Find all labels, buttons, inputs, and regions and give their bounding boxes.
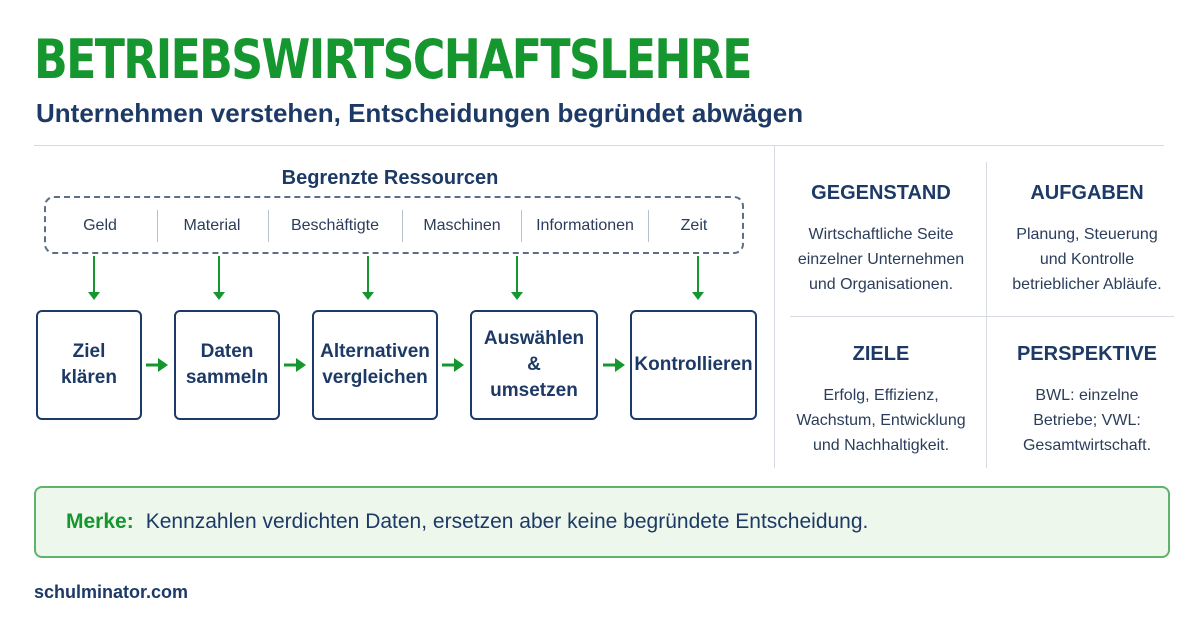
info-cell-perspektive (987, 341, 1187, 458)
resource-item: Material (183, 217, 241, 234)
resource-separator (268, 210, 269, 242)
cell-heading: AUFGABEN (1030, 182, 1144, 204)
resource-item: Maschinen (423, 217, 501, 234)
note-text: Kennzahlen verdichten Daten, ersetzen aber keine begründete Entscheidung. (145, 510, 869, 533)
divider-vertical (774, 146, 775, 468)
info-cell-ziele (781, 341, 981, 458)
divider (34, 145, 1164, 146)
process-step-ziel-klaeren: Ziel klären (36, 310, 142, 420)
resource-separator (521, 210, 522, 242)
arrow-down-icon (360, 256, 376, 302)
arrow-down-icon (690, 256, 706, 302)
resource-separator (648, 210, 649, 242)
resource-item: Informationen (536, 217, 634, 234)
arrow-right-icon (146, 355, 170, 375)
arrow-down-icon (509, 256, 525, 302)
process-step-daten-sammeln: Daten sammeln (174, 310, 280, 420)
process-step-auswaehlen-umsetzen: Auswählen & umsetzen (470, 310, 598, 420)
arrow-down-icon (86, 256, 102, 302)
resource-item: Geld (83, 217, 117, 234)
resources-title: Begrenzte Ressourcen (281, 167, 499, 189)
resource-separator (402, 210, 403, 242)
footer-site: schulminator.com (34, 582, 189, 602)
arrow-right-icon (603, 355, 627, 375)
cell-text: BWL: einzelne Betriebe; VWL: Gesamtwirtschaft. (1022, 387, 1152, 454)
note-label: Merke: (66, 510, 134, 533)
arrow-right-icon (284, 355, 308, 375)
cell-heading: ZIELE (852, 343, 910, 365)
page-title: BETRIEBSWIRTSCHAFTSLEHRE (34, 28, 751, 91)
grid-divider-horizontal (790, 316, 1174, 317)
cell-text: Erfolg, Effizienz, Wachstum, Entwicklung und Nachhaltigkeit. (796, 387, 966, 454)
info-cell-gegenstand (781, 180, 981, 297)
cell-text: Wirtschaftliche Seite einzelner Unternehmen und Organisationen. (797, 226, 965, 293)
resource-item: Zeit (680, 217, 708, 234)
arrow-down-icon (211, 256, 227, 302)
note-box (34, 486, 1170, 558)
cell-text: Planung, Steuerung und Kontrolle betrieblicher Abläufe. (1012, 226, 1162, 293)
page-subtitle: Unternehmen verstehen, Entscheidungen begründet abwägen (36, 98, 804, 128)
process-step-alternativen-vergleichen: Alternativen vergleichen (312, 310, 438, 420)
cell-heading: PERSPEKTIVE (1016, 343, 1158, 365)
arrow-right-icon (442, 355, 466, 375)
cell-heading: GEGENSTAND (811, 182, 951, 204)
info-cell-aufgaben (987, 180, 1187, 297)
resource-separator (157, 210, 158, 242)
process-step-kontrollieren: Kontrollieren (630, 310, 757, 420)
resource-item: Beschäftigte (290, 217, 380, 234)
